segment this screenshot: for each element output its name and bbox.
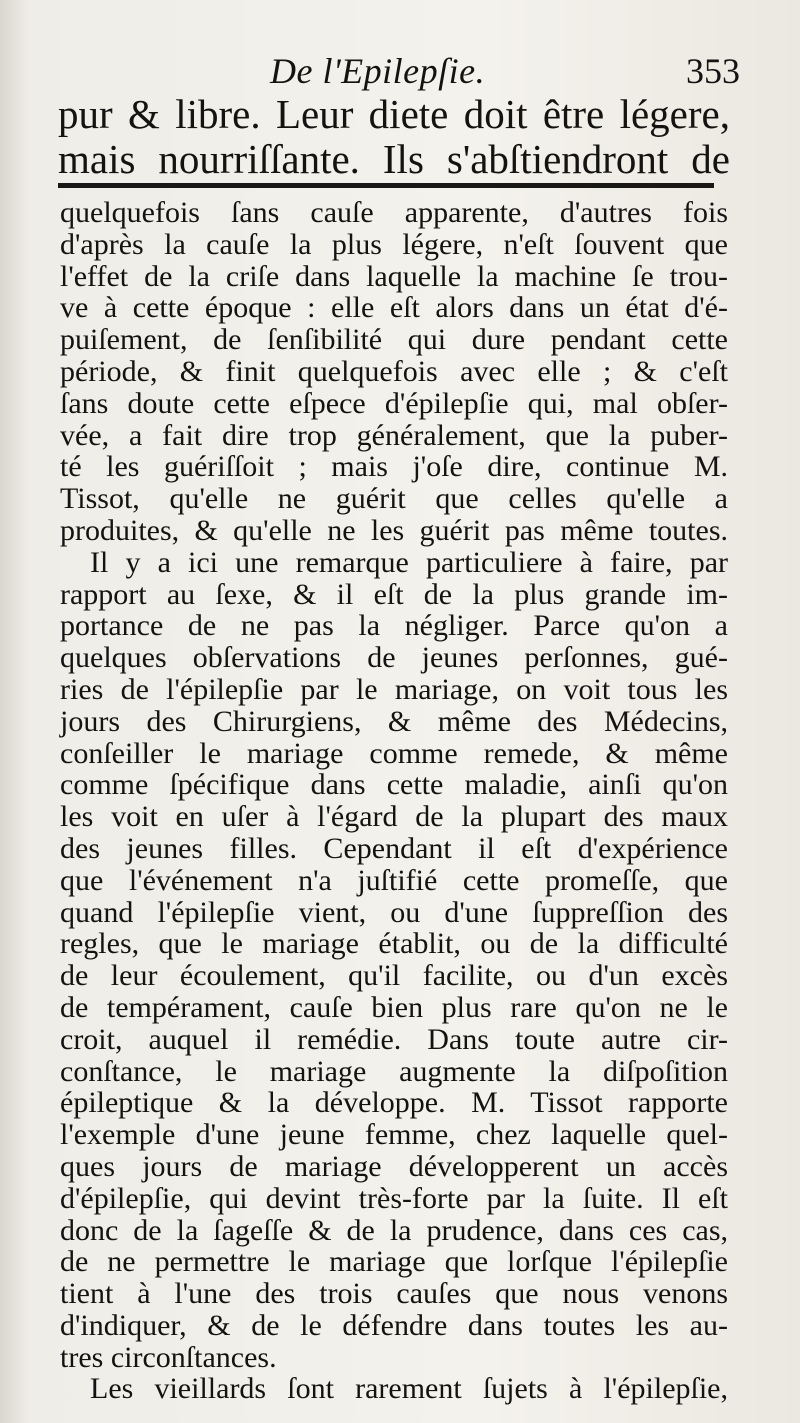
carryover-line: pur & libre. Leur diete doit être légere, bbox=[58, 91, 730, 137]
text-line: ve à cette époque : elle eſt alors dans un état d'é- bbox=[60, 291, 728, 325]
text-line: ſans doute cette eſpece d'épilepſie qui, mal obſer- bbox=[60, 386, 728, 420]
carryover-line: mais nourriſſante. Ils s'abſtiendront de bbox=[58, 136, 730, 182]
text-line: jours des Chirurgiens, & même des Médecins, bbox=[60, 704, 728, 738]
text-line: quelques obſervations de jeunes perſonnes, gué- bbox=[60, 641, 728, 675]
text-line: ques jours de mariage développerent un accès bbox=[60, 1149, 728, 1183]
text-line: rapport au ſexe, & il eſt de la plus grande im- bbox=[60, 577, 728, 611]
text-line: vée, a fait dire trop généralement, que la puber- bbox=[60, 418, 728, 452]
text-line: croit, auquel il remédie. Dans toute autre cir- bbox=[60, 1022, 728, 1056]
text-line: conſtance, le mariage augmente la diſpoſition bbox=[60, 1054, 728, 1088]
text-line: ries de l'épilepſie par le mariage, on voit tous les bbox=[60, 672, 728, 706]
text-line: de leur écoulement, qu'il facilite, ou d'un excès bbox=[60, 959, 728, 993]
text-line: té les guériſſoit ; mais j'oſe dire, continue M. bbox=[60, 450, 728, 484]
text-line: quelquefois ſans cauſe apparente, d'autres fois bbox=[60, 196, 728, 229]
paragraph-start-line: Il y a ici une remarque particuliere à faire, par bbox=[90, 545, 728, 579]
text-line: de ne permettre le mariage que lorſque l'épilepſie bbox=[60, 1245, 728, 1279]
text-line: d'épilepſie, qui devint très-forte par la ſuite. Il eſt bbox=[60, 1181, 728, 1215]
paragraph-start-line: Les vieillards ſont rarement ſujets à l'épilepſie, bbox=[90, 1372, 728, 1406]
text-line: de tempérament, cauſe bien plus rare qu'on ne le bbox=[60, 990, 728, 1024]
paragraph-end-line: tres circonſtances. bbox=[60, 1340, 277, 1374]
text-line: d'indiquer, & de le défendre dans toutes les au- bbox=[60, 1308, 728, 1342]
text-line: épileptique & la développe. M. Tissot rapporte bbox=[60, 1086, 728, 1120]
text-line: des jeunes filles. Cependant il eſt d'expérience bbox=[60, 831, 728, 865]
horizontal-rule bbox=[58, 183, 714, 188]
text-line: période, & finit quelquefois avec elle ; & c'eſt bbox=[60, 354, 728, 388]
text-line: d'après la cauſe la plus légere, n'eſt ſouvent que bbox=[60, 227, 728, 261]
text-line: Tissot, qu'elle ne guérit que celles qu'elle a bbox=[60, 482, 728, 516]
text-line: produites, & qu'elle ne les guérit pas même toutes. bbox=[60, 513, 728, 547]
text-line: regles, que le mariage établit, ou de la difficulté bbox=[60, 927, 728, 961]
text-line: donc de la ſageſſe & de la prudence, dans ces cas, bbox=[60, 1213, 728, 1247]
carryover-text bbox=[58, 92, 730, 182]
text-line: portance de ne pas la négliger. Parce qu'on a bbox=[60, 609, 728, 643]
text-line: conſeiller le mariage comme remede, & même bbox=[60, 736, 728, 770]
text-line: que l'événement n'a juſtifié cette promeſſe, que bbox=[60, 863, 728, 897]
text-line: tient à l'une des trois cauſes que nous venons bbox=[60, 1277, 728, 1311]
text-line: les voit en uſer à l'égard de la plupart des maux bbox=[60, 800, 728, 834]
text-line: l'effet de la criſe dans laquelle la machine ſe trou- bbox=[60, 259, 728, 293]
page-number: 353 bbox=[686, 51, 740, 91]
text-line: quand l'épilepſie vient, ou d'une ſuppreſſion des bbox=[60, 895, 728, 929]
text-line: comme ſpécifique dans cette maladie, ainſi qu'on bbox=[60, 768, 728, 802]
body-text bbox=[60, 197, 728, 1405]
running-head-title: De l'Epilepſie. bbox=[270, 51, 486, 91]
running-head bbox=[270, 50, 740, 94]
text-line: puiſement, de ſenſibilité qui dure pendant cette bbox=[60, 323, 728, 357]
text-line: l'exemple d'une jeune femme, chez laquelle quel- bbox=[60, 1118, 728, 1152]
